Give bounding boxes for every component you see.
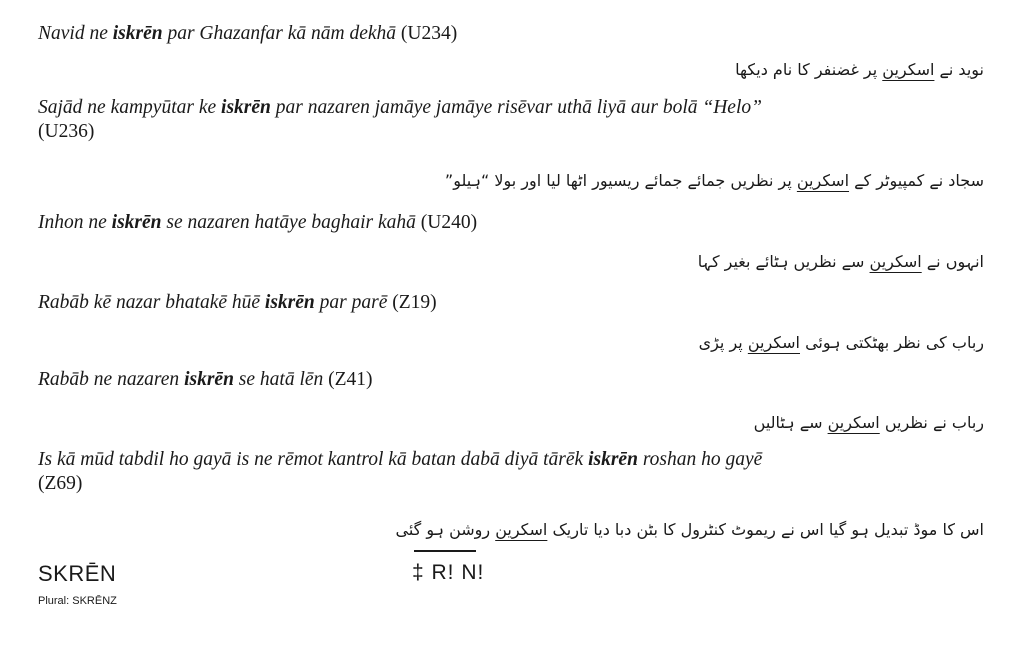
rom-text: Rabāb kē nazar bhatakē hūē [38, 292, 265, 313]
urdu-text: سے ہٹالیں [753, 413, 828, 432]
romanized-sentence-2 [38, 96, 998, 144]
urdu-sentence-5 [44, 410, 984, 436]
urdu-sentence-4 [44, 330, 984, 356]
urdu-text: سے نظریں ہٹائے بغیر کہا [697, 252, 870, 271]
rom-text: Is kā mūd tabdil ho gayā is ne rēmot kantrol kā batan dabā diyā tārēk [38, 449, 589, 470]
romanized-sentence-5 [38, 368, 998, 392]
urdu-sentence-3 [44, 249, 984, 275]
source-ref: (U236) [38, 121, 95, 142]
keyword: iskrēn [221, 97, 271, 118]
source-ref: (Z69) [38, 473, 83, 494]
urdu-text: نوید نے [934, 60, 984, 79]
rom-text: Rabāb ne nazaren [38, 369, 185, 390]
rom-text: par Ghazanfar kā nām dekhā [162, 23, 401, 44]
romanized-sentence-6 [38, 448, 998, 496]
urdu-keyword: اسکرین [796, 171, 850, 190]
rom-text: par nazaren jamāye jamāye risēvar uthā liyā aur bolā “Helo” [270, 97, 762, 118]
urdu-sentence-1 [44, 57, 984, 83]
keyword: iskrēn [111, 212, 162, 233]
urdu-text: پر پڑی [698, 333, 748, 352]
urdu-text: سجاد نے کمپیوٹر کے [849, 171, 984, 190]
rom-text: Navid ne [38, 23, 113, 44]
keyword: iskrēn [264, 292, 315, 313]
urdu-sentence-6 [44, 517, 984, 543]
source-ref: (Z19) [392, 292, 437, 313]
keyword: iskrēn [588, 449, 638, 470]
rom-text: Inhon ne [38, 212, 112, 233]
rom-text: se hatā lēn [233, 369, 329, 390]
urdu-text: رباب کی نظر بھٹکتی ہوئی [800, 333, 984, 352]
urdu-keyword: اسکرین [882, 60, 935, 79]
source-ref: (U234) [400, 23, 458, 44]
script-form: ‡ R! N! [412, 561, 485, 584]
urdu-sentence-2 [44, 168, 984, 194]
source-ref: (Z41) [328, 369, 373, 390]
urdu-keyword: اسکرین [747, 333, 800, 352]
urdu-keyword: اسکرین [869, 252, 922, 271]
romanized-sentence-1 [38, 22, 998, 46]
romanized-sentence-4 [38, 291, 998, 315]
rom-text: se nazaren hatāye baghair kahā [161, 212, 421, 233]
urdu-text: روشن ہو گئی [395, 520, 496, 539]
keyword: iskrēn [112, 23, 163, 44]
rom-text: roshan ho gayē [637, 449, 763, 470]
source-ref: (U240) [420, 212, 478, 233]
urdu-text: پر نظریں جمائے جمائے ریسیور اٹھا لیا اور بولا “ہیلو” [444, 171, 797, 190]
urdu-text: اس کا موڈ تبدیل ہو گیا اس نے ریموٹ کنٹرول کا بٹن دبا دیا تاریک [547, 520, 984, 539]
urdu-keyword: اسکرین [827, 413, 880, 432]
rom-text: par parē [314, 292, 393, 313]
keyword: iskrēn [184, 369, 234, 390]
urdu-text: انہوں نے [921, 252, 984, 271]
romanized-sentence-3 [38, 211, 998, 235]
headword: SKRĒN [38, 561, 117, 586]
rom-text: Sajād ne kampyūtar ke [38, 97, 222, 118]
urdu-keyword: اسکرین [495, 520, 548, 539]
urdu-text: پر غضنفر کا نام دیکھا [735, 60, 883, 79]
urdu-text: رباب نے نظریں [879, 413, 984, 432]
plural-form: Plural: SKRĒNZ [38, 595, 117, 607]
script-overline [414, 550, 476, 552]
script-form-block [412, 550, 522, 586]
